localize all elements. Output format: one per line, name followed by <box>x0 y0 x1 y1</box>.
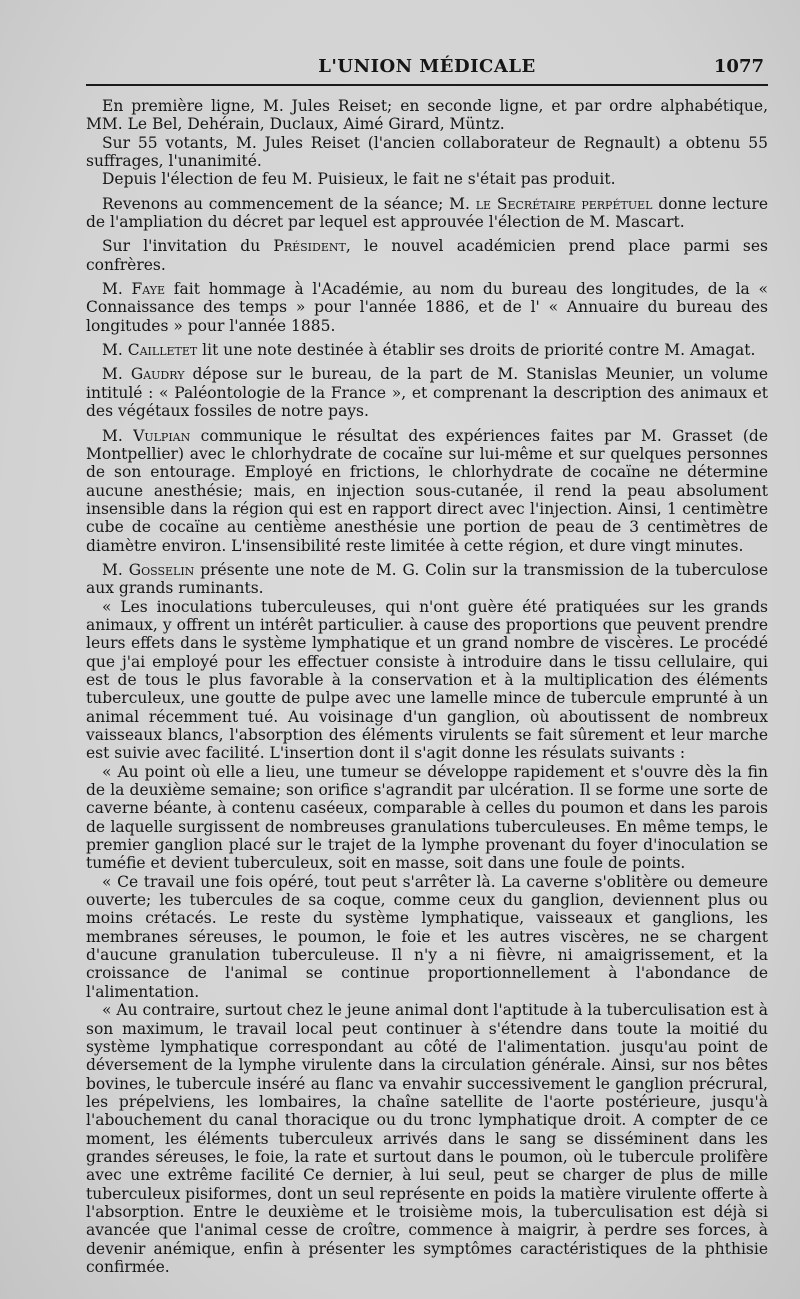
paragraph-text: M. <box>102 341 128 360</box>
article-body <box>86 97 768 1276</box>
paragraph-text: fait hommage à l'Académie, au nom du bureau des longitudes, de la « Connaissance des temps » pour l'année 1886, et de l' « Annuaire du bureau des longitudes » pour l'année 1885. <box>86 280 768 335</box>
paragraph-text: Revenons au commencement de la séance; M. <box>102 194 476 213</box>
paragraph-text: Depuis l'élection de feu M. Puisieux, le fait ne s'était pas produit. <box>102 170 616 189</box>
speaker-name: Gaudry <box>130 365 185 384</box>
speaker-name: Cailletet <box>127 341 198 360</box>
paragraph-text: « Au contraire, surtout chez le jeune animal dont l'aptitude à la tuberculisation est à son maximum, le travail local peut continuer à s'étendre dans toute la moitié du système lymphatique correspondant au côté de l'alimentation. jusqu'au point de déversement de la lymphe virulente dans la circulation générale. Ainsi, sur nos bêtes bovines, le tubercule inséré au flanc va envahir successivement le ganglion précrural, les prépelviens, les lombaires, la chaîne satellite de l'aorte postérieure, jusqu'à l'abouchement du canal thoracique ou du tronc lymphatique droit. A compter de ce moment, les éléments tuberculeux arrivés dans le sang se disséminent dans les grandes séreuses, le foie, la rate et surtout dans le poumon, où le tubercule prolifère avec une extrême facilité Ce dernier, à lui seul, peut se charger de plus de mille tuberculeux pisiformes, dont un seul représente en poids la matière virulente offerte à l'absorption. Entre le deuxième et le troisième mois, la tuberculisation est déjà si avancée que l'animal cesse de croître, commence à maigrir, à perdre ses forces, à devenir anémique, enfin à présenter les symptômes caractéristiques de la phthisie confirmée. <box>86 1001 768 1276</box>
paragraph <box>86 237 768 274</box>
running-title: L'UNION MÉDICALE <box>318 56 536 77</box>
paragraph-text: M. <box>102 426 134 445</box>
paragraph <box>86 134 768 171</box>
paragraph <box>86 341 768 359</box>
paragraph-text: , le nouvel académicien prend place parmi ses confrères. <box>86 237 768 274</box>
paragraph-text: M. <box>102 560 129 579</box>
paragraph <box>86 365 768 420</box>
page-number: 1077 <box>713 56 764 77</box>
paragraph-text: donne lecture de l'ampliation du décret par lequel est approuvée l'élection de M. Mascart. <box>86 194 768 232</box>
paragraph <box>86 873 768 1001</box>
paragraph-text: En première ligne, M. Jules Reiset; en seconde ligne, et par ordre alphabétique, MM. Le Bel, Dehérain, Duclaux, Aimé Girard, Müntz. <box>86 97 768 134</box>
paragraph-text: présente une note de M. G. Colin sur la transmission de la tuberculose aux grands ruminants. <box>86 560 768 598</box>
speaker-name: Gosselin <box>128 560 195 579</box>
paragraph-text: M. <box>102 365 131 384</box>
paragraph-text: « Les inoculations tuberculeuses, qui n'ont guère été pratiquées sur les grands animaux, y offrent un intérêt particulier. à cause des proportions que peuvent prendre leurs effets dans le système lymphatique et un grand nombre de viscères. Le procédé que j'ai employé pour les effectuer consiste à introduire dans le tissu cellulaire, qui est de tous le plus favorable à la conservation et à la multiplication des éléments tuberculeux, une goutte de pulpe avec une lamelle mince de tubercule emprunté à un animal récemment tué. Au voisinage d'un ganglion, où aboutissent de nombreux vaisseaux blancs, l'absorption des éléments virulents se fait sûrement et leur marche est suivie avec facilité. L'insertion dont il s'agit donne les résulats suivants : <box>86 597 768 763</box>
paragraph <box>86 195 768 232</box>
paragraph-text: Sur l'invitation du <box>102 237 274 256</box>
paragraph-text: M. <box>102 280 132 299</box>
paragraph-text: « Au point où elle a lieu, une tumeur se développe rapidement et s'ouvre dès la fin de la deuxième semaine; son orifice s'agrandit par ulcération. Il se forme une sorte de caverne béante, à contenu caséeux, comparable à celles du poumon et dans les parois de laquelle surgissent de nombreuses granulations tuberculeuses. En même temps, le premier ganglion placé sur le trajet de la lymphe provenant du foyer d'inoculation se tuméfie et devient tuberculeux, soit en masse, soit dans une foule de points. <box>86 762 768 873</box>
paragraph <box>86 427 768 555</box>
paragraph-text: « Ce travail une fois opéré, tout peut s'arrêter là. La caverne s'oblitère ou demeure ouverte; les tubercules de sa coque, comme ceux du ganglion, deviennent plus ou moins crétacés. Le reste du système lymphatique, vaisseaux et ganglions, les membranes séreuses, le poumon, le foie et les autres viscères, ne se chargent d'aucune granulation tuberculeuse. Il n'y a ni fièvre, ni amaigrissement, et la croissance de l'animal se continue proportionnellement à l'abondance de l'alimentation. <box>86 872 768 1001</box>
speaker-name: Faye <box>131 280 166 299</box>
paragraph-text: Sur 55 votants, M. Jules Reiset (l'ancien collaborateur de Regnault) a obtenu 55 suffrages, l'unanimité. <box>86 133 768 171</box>
speaker-name: le Secrétaire perpétuel <box>475 194 653 213</box>
paragraph <box>86 97 768 134</box>
speaker-name: Vulpian <box>133 426 191 445</box>
page-header <box>86 50 768 86</box>
paragraph <box>86 598 768 763</box>
paragraph <box>86 280 768 335</box>
paragraph <box>86 170 768 188</box>
paragraph-text: lit une note destinée à établir ses droits de priorité contre M. Amagat. <box>197 341 756 360</box>
paragraph-text: dépose sur le bureau, de la part de M. Stanislas Meunier, un volume intitulé : « Paléontologie de la France », et comprenant la description des animaux et des végétaux fossiles de notre pays. <box>86 365 768 421</box>
paragraph <box>86 561 768 598</box>
paragraph <box>86 763 768 873</box>
speaker-name: Président <box>273 237 346 256</box>
paragraph-text: communique le résultat des expériences faites par M. Grasset (de Montpellier) avec le chlorhydrate de cocaïne sur lui-même et sur quelques personnes de son entourage. Employé en frictions, le chlorhydrate de cocaïne ne détermine aucune anesthésie; mais, en injection sous-cutanée, il rend la peau absolument insensible dans la région qui est en rapport direct avec l'injection. Ainsi, 1 centimètre cube de cocaïne au centième anesthésie une portion de peau de 3 centimètres de diamètre environ. L'insensibilité reste limitée à cette région, et dure vingt minutes. <box>86 426 768 555</box>
paragraph <box>86 1001 768 1276</box>
